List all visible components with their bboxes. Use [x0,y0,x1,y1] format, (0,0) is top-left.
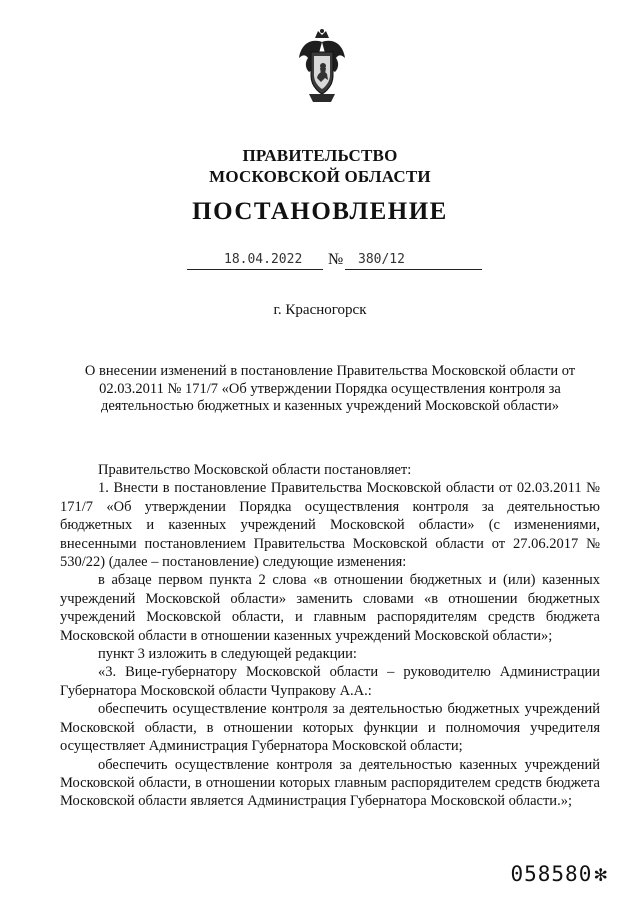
serial-number: 058580 [510,862,593,886]
body-paragraph: Правительство Московской области постановляет: [98,462,412,478]
registration-date: 18.04.2022 [224,252,303,267]
number-underline [345,269,482,270]
city-label: г. Красногорск [273,302,367,318]
government-title-line1: ПРАВИТЕЛЬСТВО [242,146,398,165]
document-type-heading: ПОСТАНОВЛЕНИЕ [192,198,448,225]
body-paragraph: пункт 3 изложить в следующей редакции: [98,646,357,663]
body-paragraph: обеспечить осуществление контроля за деятельностью казенных учреждений Московской области, в отношении которых главным распорядителем средств бюджета Московской области является Администрация Губернатора Московской области.»; [60,756,600,810]
registration-number: 380/12 [358,252,405,267]
serial-number-stamp [510,862,608,886]
body-paragraph: «3. Вице-губернатору Московской области – руководителю Администрации Губернатора Московской области Чупракову А.А.: [60,664,600,699]
coat-of-arms-emblem [297,28,347,104]
number-sign: № [328,251,344,268]
registration-row [0,252,640,276]
document-subject: О внесении изменений в постановление Правительства Московской области от 02.03.2011 № 171/7 «Об утверждении Порядка осуществления контроля за деятельностью бюджетных и казенных учреждений Московской области» [84,363,576,414]
body-paragraph: в абзаце первом пункта 2 слова «в отношении бюджетных и (или) казенных учреждений Московской области» заменить словами «в отношении бюджетных учреждений Московской области, и главным распорядителям средств бюджета Московской области в отношении казенных учреждений Московской области»; [60,572,600,644]
asterisk-icon: ✻ [594,862,608,886]
document-body [60,461,600,811]
date-underline [187,269,323,270]
body-paragraph: обеспечить осуществление контроля за деятельностью бюджетных учреждений Московской области, в отношении которых функции и полномочия учредителя осуществляет Администрация Губернатора Московской области; [60,701,600,755]
body-paragraph: 1. Внести в постановление Правительства Московской области от 02.03.2011 № 171/7 «Об утверждении Порядка осуществления контроля за деятельностью бюджетных и казенных учреждений Московской области» (с изменениями, внесенными постановлением Правительства Московской области от 27.06.2017 № 530/22) (далее – постановление) следующие изменения: [60,480,600,571]
government-title-line2: МОСКОВСКОЙ ОБЛАСТИ [209,167,431,186]
